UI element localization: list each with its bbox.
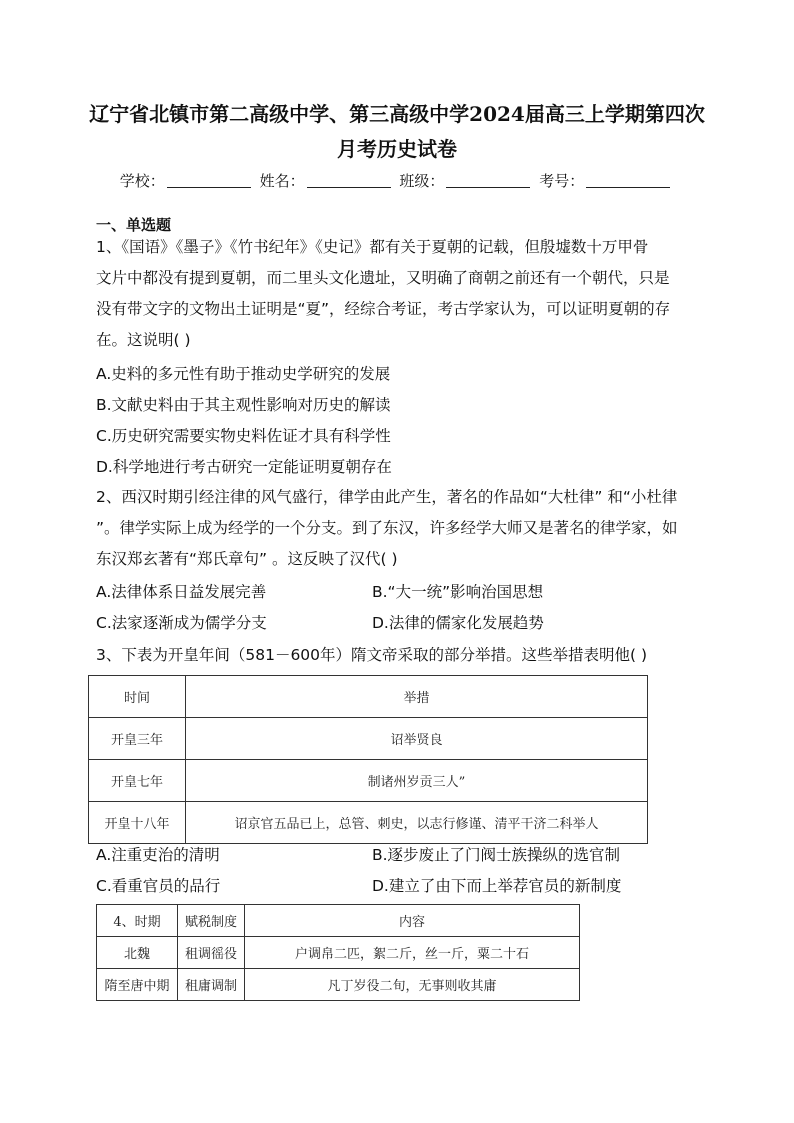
- table-cell: 开皇十八年: [89, 802, 186, 844]
- name-label: 姓名：: [259, 172, 305, 190]
- question-2-option-c: C.法家逐渐成为儒学分支: [96, 614, 267, 632]
- table-row: [89, 802, 648, 844]
- question-1-line: 在。这说明( ): [96, 331, 191, 349]
- question-3-option-b: B.逐步废止了门阀士族操纵的选官制: [372, 846, 621, 864]
- table-row: [89, 760, 648, 802]
- student-info-line: [0, 170, 794, 191]
- table-cell: 租庸调制: [178, 969, 245, 1001]
- question-3-option-d: D.建立了由下而上举荐官员的新制度: [372, 877, 622, 895]
- question-3-table: [88, 675, 648, 844]
- table-cell: 诏举贤良: [186, 718, 648, 760]
- question-2-stem: [96, 482, 696, 575]
- table-row: [97, 969, 580, 1001]
- class-blank: [446, 173, 530, 188]
- table-header-cell: 赋税制度: [178, 905, 245, 937]
- question-1-line: 文片中都没有提到夏朝，而二里头文化遗址，又明确了商朝之前还有一个朝代，只是: [96, 269, 670, 287]
- question-2-line: 东汉郑玄著有“郑氏章句” 。这反映了汉代( ): [96, 550, 398, 568]
- table-header-cell: 内容: [245, 905, 580, 937]
- table-row: [97, 937, 580, 969]
- question-3-option-c: C.看重官员的品行: [96, 877, 221, 895]
- question-3-option-a: A.注重吏治的清明: [96, 846, 220, 864]
- question-1-line: 1、《国语》《墨子》《竹书纪年》《史记》都有关于夏朝的记载，但殷墟数十万甲骨: [96, 238, 649, 256]
- table-cell: 开皇三年: [89, 718, 186, 760]
- question-1-option-c: C.历史研究需要实物史料佐证才具有科学性: [96, 427, 391, 445]
- class-label: 班级：: [399, 172, 445, 190]
- question-1-line: 没有带文字的文物出土证明是“夏”，经综合考证，考古学家认为，可以证明夏朝的存: [96, 300, 671, 318]
- exam-number-label: 考号：: [539, 172, 585, 190]
- name-blank: [307, 173, 391, 188]
- question-2-option-d: D.法律的儒家化发展趋势: [372, 614, 544, 632]
- question-3-stem: 3、下表为开皇年间（581－600年）隋文帝采取的部分举措。这些举措表明他( ): [96, 646, 648, 664]
- question-4-table: [96, 904, 580, 1001]
- page-title-line-2: 月考历史试卷: [337, 137, 457, 161]
- table-header-row: [89, 676, 648, 718]
- table-header-cell: 举措: [186, 676, 648, 718]
- question-2-option-a: A.法律体系日益发展完善: [96, 583, 267, 601]
- question-2-option-b: B.“大一统”影响治国思想: [372, 583, 544, 601]
- question-1-option-d: D.科学地进行考古研究一定能证明夏朝存在: [96, 458, 392, 476]
- school-label: 学校：: [119, 172, 165, 190]
- exam-number-blank: [586, 173, 670, 188]
- table-header-row: [97, 905, 580, 937]
- school-blank: [167, 173, 251, 188]
- table-cell: 隋至唐中期: [97, 969, 178, 1001]
- table-cell: 租调徭役: [178, 937, 245, 969]
- table-cell: 开皇七年: [89, 760, 186, 802]
- page-title-line-1: 辽宁省北镇市第二高级中学、第三高级中学2024届高三上学期第四次: [89, 102, 705, 126]
- table-row: [89, 718, 648, 760]
- table-cell: 诏京官五品已上，总管、刺史，以志行修谨、清平干济二科举人: [186, 802, 648, 844]
- table-header-cell: 4、时期: [97, 905, 178, 937]
- question-1-stem: [96, 232, 696, 356]
- table-cell: 户调帛二匹，絮二斤，丝一斤，粟二十石: [245, 937, 580, 969]
- question-1-option-a: A.史料的多元性有助于推动史学研究的发展: [96, 365, 391, 383]
- question-1-option-b: B.文献史料由于其主观性影响对历史的解读: [96, 396, 391, 414]
- table-cell: 北魏: [97, 937, 178, 969]
- section-heading: 一、单选题: [96, 216, 172, 234]
- table-cell: 凡丁岁役二旬，无事则收其庸: [245, 969, 580, 1001]
- question-2-line: ”。律学实际上成为经学的一个分支。到了东汉，许多经学大师又是著名的律学家，如: [96, 519, 678, 537]
- table-header-cell: 时间: [89, 676, 186, 718]
- question-2-line: 2、西汉时期引经注律的风气盛行，律学由此产生，著名的作品如“大杜律” 和“小杜律: [96, 488, 678, 506]
- table-cell: 制诸州岁贡三人”: [186, 760, 648, 802]
